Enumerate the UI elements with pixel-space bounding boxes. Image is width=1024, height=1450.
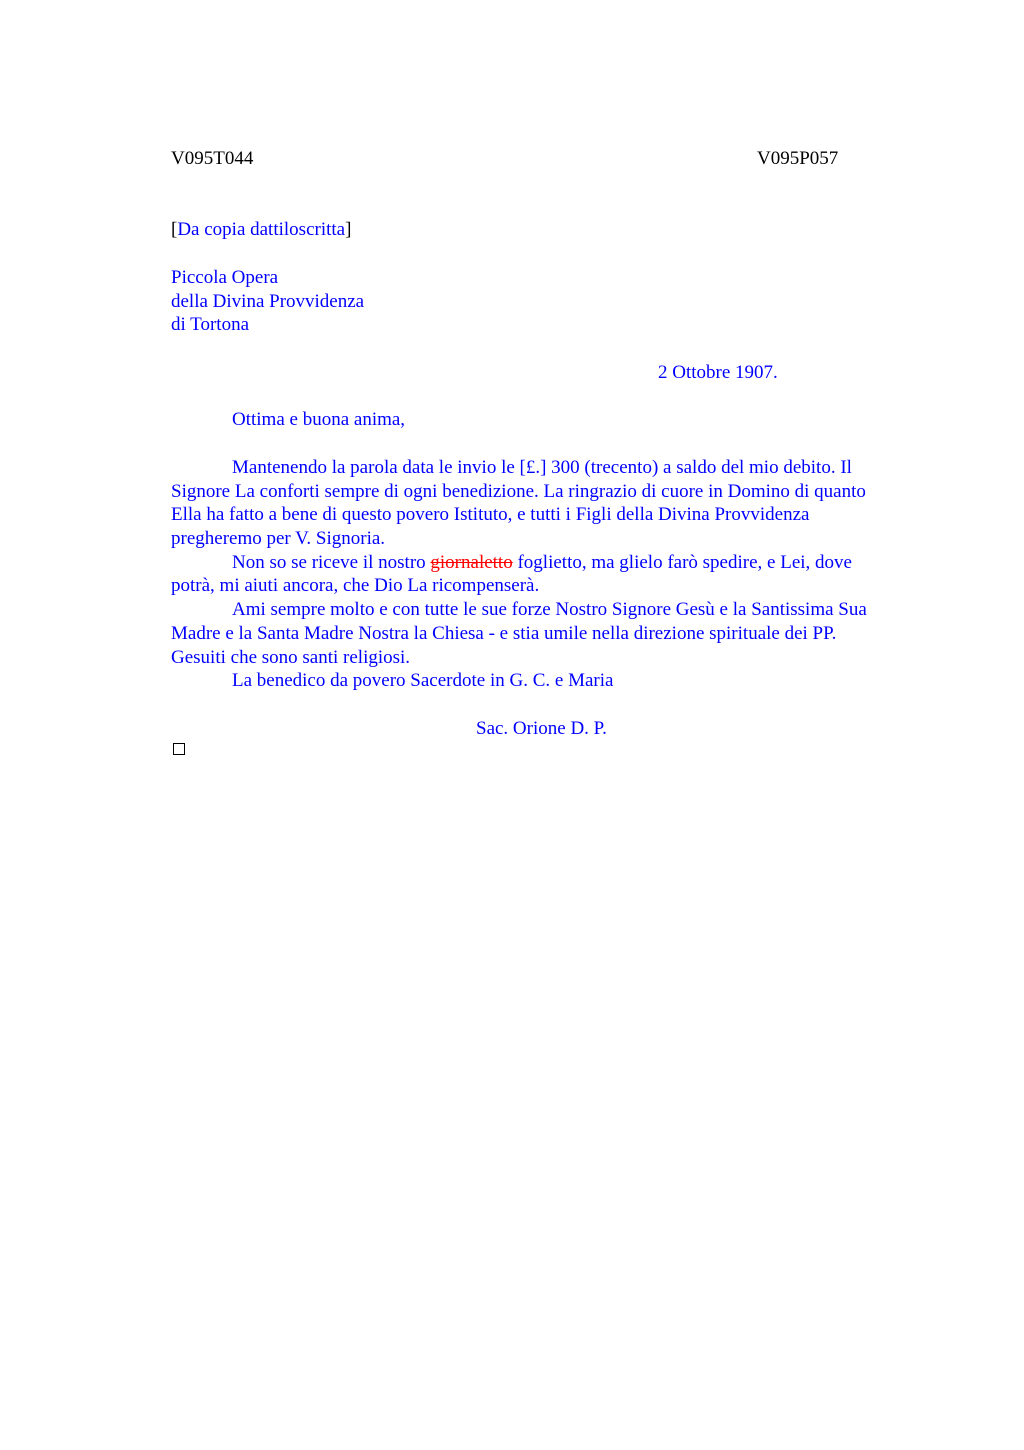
source-note-text: Da copia dattiloscritta	[177, 219, 346, 240]
letterhead-line-3: di Tortona	[171, 314, 250, 335]
letterhead	[171, 266, 364, 337]
body-p2-before: Non so se riceve il nostro	[232, 551, 431, 573]
body-p1-line-3: Ella ha fatto a bene di questo povero Istituto, e tutti i Figli della Divina Provvidenza	[171, 504, 810, 526]
body-p3-line-1: Ami sempre molto e con tutte le sue forze Nostro Signore Gesù e la Santissima Sua	[232, 599, 867, 621]
signature: Sac. Orione D. P.	[476, 718, 607, 739]
body-p3-line-2: Madre e la Santa Madre Nostra la Chiesa - e stia umile nella direzione spirituale dei PP.	[171, 622, 837, 644]
body-p1-line-2: Signore La conforti sempre di ogni benedizione. La ringrazio di cuore in Domino di quanto	[171, 480, 866, 502]
deleted-word: giornaletto	[430, 551, 513, 573]
source-note	[171, 218, 351, 242]
body-p3-line-3: Gesuiti che sono santi religiosi.	[171, 646, 411, 668]
body-p2-after: foglietto, ma glielo farò spedire, e Lei, dove	[512, 551, 852, 573]
body-p2-line-1	[171, 551, 931, 575]
document-code-right: V095P057	[757, 148, 839, 169]
body-p1-line-4: pregheremo per V. Signoria.	[171, 528, 386, 550]
letter-body	[171, 456, 931, 693]
source-note-close-bracket: ]	[345, 219, 352, 240]
letterhead-line-2: della Divina Provvidenza	[171, 290, 365, 312]
body-p4-line-1: La benedico da povero Sacerdote in G. C. e Maria	[232, 670, 614, 692]
letter-date: 2 Ottobre 1907.	[658, 362, 778, 383]
body-p1-line-1: Mantenendo la parola data le invio le [£.] 300 (trecento) a saldo del mio debito. Il	[232, 457, 852, 478]
document-code-left: V095T044	[171, 148, 254, 169]
salutation: Ottima e buona anima,	[232, 409, 406, 430]
body-p2-line-2: potrà, mi aiuti ancora, che Dio La ricompenserà.	[171, 575, 540, 597]
letterhead-line-1: Piccola Opera	[171, 267, 279, 288]
end-marker-box	[173, 743, 185, 755]
source-note-open-bracket: [	[171, 219, 178, 240]
